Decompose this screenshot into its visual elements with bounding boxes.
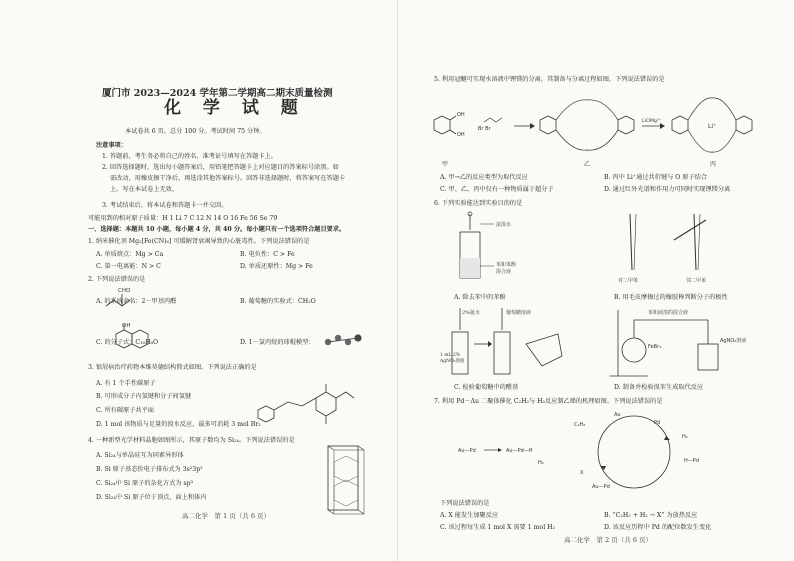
q2-aldehyde-structure (102, 284, 142, 310)
svg-text:OH: OH (457, 112, 465, 118)
label-bing: 丙 (710, 161, 717, 168)
ball-stick-model (322, 332, 366, 350)
q5-option-b: B. 丙中 Li⁺通过共价键与 O 原子结合 (604, 174, 708, 181)
page-2-footer: 高二化学 第 2 页（共 6 页） (564, 536, 653, 544)
svg-text:混合液: 混合液 (496, 269, 512, 275)
q1-option-b: B. 电负性：C > Fe (240, 251, 295, 258)
q6-option-d: D. 制备并检验溴苯生成取代反应 (614, 384, 704, 391)
q2-option-b: B. 葡萄糖的实验式：CH₂O (240, 298, 316, 305)
q5-option-a: A. 甲→乙的反应类型为取代反应 (440, 174, 528, 181)
label-para-xylene: 对二甲苯 (618, 278, 639, 284)
q4-option-a: A. Si₂₄与单晶硅互为同素异形体 (96, 452, 184, 459)
q5-option-c: C. 甲、乙、丙中仅有一种物质属于超分子 (440, 186, 554, 193)
q6-apparatus-b (614, 210, 744, 290)
benvitimod-structure (254, 370, 364, 426)
q1-option-d: D. 单质还原性：Mg > Fe (240, 263, 313, 270)
exam-meta: 本试卷共 6 页。总分 100 分。考试时间 75 分钟。 (125, 128, 266, 135)
label-mixture: 苯和液溴的混合液 (648, 310, 689, 316)
c2h2-label: C₂H₂ (574, 422, 586, 428)
q2-option-a: A. 的系统命名：2－甲基丙醛 (96, 298, 177, 305)
label-glucose: 葡萄糖溶液 (506, 310, 532, 316)
q5-stem: 5. 利用冠醚可实现水溶液中锂镁的分离，其制备与分离过程如图。下列说法错误的是 (434, 76, 665, 83)
q7-option-d: D. 该反应历程中 Pd 的配位数发生变化 (604, 524, 712, 531)
q3-stem: 3. 银屑病治疗药物本维莫德结构简式如图。下列说法正确的是 (88, 364, 257, 371)
q6-apparatus-d (604, 304, 754, 384)
q3-option-c: C. 所有碳原子共平面 (96, 407, 154, 414)
label-agno3-solution: AgNO₃溶液 (720, 338, 747, 344)
svg-text:Li⁺: Li⁺ (708, 123, 717, 130)
q5-option-d: D. 通过红外光谱和作用力可同时实现锂镁分离 (604, 186, 731, 193)
q1-option-c: C. 第一电离能：N > C (96, 263, 161, 270)
q1-option-a: A. 单质熔点：Mg > Ca (96, 251, 164, 258)
svg-text:苯和苯酚: 苯和苯酚 (496, 262, 517, 268)
cho-label: CHO (118, 288, 131, 294)
q7-subtitle: 下列说法错误的是 (440, 500, 490, 507)
subject-title: 化 学 试 题 (164, 98, 306, 118)
page-divider (397, 0, 398, 561)
svg-text:1 mL 2%: 1 mL 2% (440, 353, 461, 358)
section-1-header: 一、选择题：本题共 10 小题，每小题 4 分，共 40 分。每小题只有一个选项符合题目要求。 (88, 226, 346, 233)
svg-text:Au—Pd—H: Au—Pd—H (506, 448, 533, 454)
q6-option-b: B. 用毛皮摩擦过的橡胶棒判断分子的极性 (614, 294, 728, 301)
si24-unit-cell (322, 442, 368, 516)
note-line: 2. 回答选择题时，选出每小题答案后，用铅笔把答题卡上对应题目的答案标号涂黑。如 (102, 164, 339, 171)
q7-option-b: B. “C₂H₂ + H₂ → X” 为放热反应 (604, 512, 698, 519)
page-1-footer: 高二化学 第 1 页（共 6 页） (182, 512, 271, 520)
q6-apparatus-a (444, 210, 564, 290)
q5-crown-ether-scheme (422, 90, 772, 170)
label-yi: 乙 (584, 161, 591, 168)
q6-option-a: A. 除去苯中的苯酚 (454, 294, 506, 301)
q7-catalytic-cycle (454, 408, 754, 500)
exam-page-2 (414, 34, 769, 544)
svg-text:AgNO₃溶液: AgNO₃溶液 (440, 359, 465, 364)
q4-option-b: B. Si 原子基态价电子排布式为 3s²3p² (96, 466, 203, 473)
q7-option-a: A. X 能发生加聚反应 (440, 512, 499, 519)
label-ortho-xylene: 邻二甲苯 (686, 278, 707, 284)
q3-option-b: B. 可形成分子内氢键和分子间氢键 (96, 393, 192, 400)
label-ammonia: 2%氨水 (462, 310, 480, 316)
label-bromine: 浓溴水 (496, 222, 512, 228)
atomic-masses: 可能用到的相对原子质量：H 1 Li 7 C 12 N 14 O 16 Fe 56 Se 79 (88, 215, 278, 222)
svg-text:H₂: H₂ (682, 434, 688, 440)
q2-option-d: D. 1－氯丙烷的球棍模型： (240, 339, 315, 346)
pd-label: Pd (654, 420, 661, 426)
q3-option-d: D. 1 mol 该物质与足量的溴水反应，最多可消耗 3 mol Br₂ (96, 421, 261, 428)
exam-page-1 (22, 34, 377, 522)
q6-apparatus-c (438, 304, 588, 384)
exam-title: 厦门市 2023—2024 学年第二学期高二期末质量检测 (102, 88, 333, 99)
oh-label: OH (122, 323, 131, 329)
q5-reagent: Br Br (478, 126, 491, 132)
au-label: Au (614, 412, 621, 418)
q1-stem: 1. 纳米催化剂 Mg₂[Fe(CN)₆] 可缓解肾衰竭导致的心脏毒性。下列说法错误的是 (88, 238, 310, 245)
label-febr3: FeBr₃ (648, 344, 662, 350)
q3-option-a: A. 有 1 个手性碳原子 (96, 380, 156, 387)
q6-stem: 6. 下列实验能达到实验目的的是 (434, 200, 523, 207)
note-line: 上。写在本试卷上无效。 (110, 186, 179, 193)
x-label: X (580, 470, 584, 476)
q7-stem: 7. 利用 Pd－Au 二聚体催化 C₂H₂与 H₂反应制乙烯的机理如图。下列说法错误的是 (434, 398, 663, 405)
q7-option-c: C. 该过程每生成 1 mol X 需要 1 mol H₂ (440, 524, 556, 531)
note-line: 需改动，用橡皮擦干净后，再选涂其他答案标号。回答非选择题时，将答案写在答题卡 (110, 175, 346, 182)
q4-option-c: C. Si₂₄中 Si 原子的杂化方式为 sp³ (96, 480, 194, 487)
svg-text:OH: OH (457, 132, 465, 138)
q5-arrow-label: LiClMg²⁺ (642, 119, 662, 124)
q2-stem: 2. 下列说法错误的是 (88, 276, 146, 283)
q4-stem: 4. 一种新型光学材料晶胞如图所示，其原子数均为 Si₂₄。下列说法错误的是 (88, 437, 295, 444)
note-line: 3. 考试结束后，将本试卷和答题卡一并交回。 (102, 202, 228, 209)
note-line: 1. 答题前，考生务必将自己的姓名、准考证号填写在答题卡上。 (102, 153, 277, 160)
svg-text:Au—Pd: Au—Pd (458, 448, 476, 454)
q4-option-d: D. Si₂₄中 Si 原子位于顶点，面上和体内 (96, 494, 207, 501)
q6-option-c: C. 检验葡萄糖中的醛基 (454, 384, 519, 391)
label-jia: 甲 (442, 161, 449, 168)
q2-option-c: C. 的分子式：C₁₀H₈O (96, 339, 159, 346)
h2-label: H₂ (538, 460, 544, 466)
svg-text:H—Pd: H—Pd (684, 458, 699, 464)
svg-text:Au—Pd: Au—Pd (592, 484, 610, 490)
notes-header: 注意事项： (96, 142, 127, 149)
